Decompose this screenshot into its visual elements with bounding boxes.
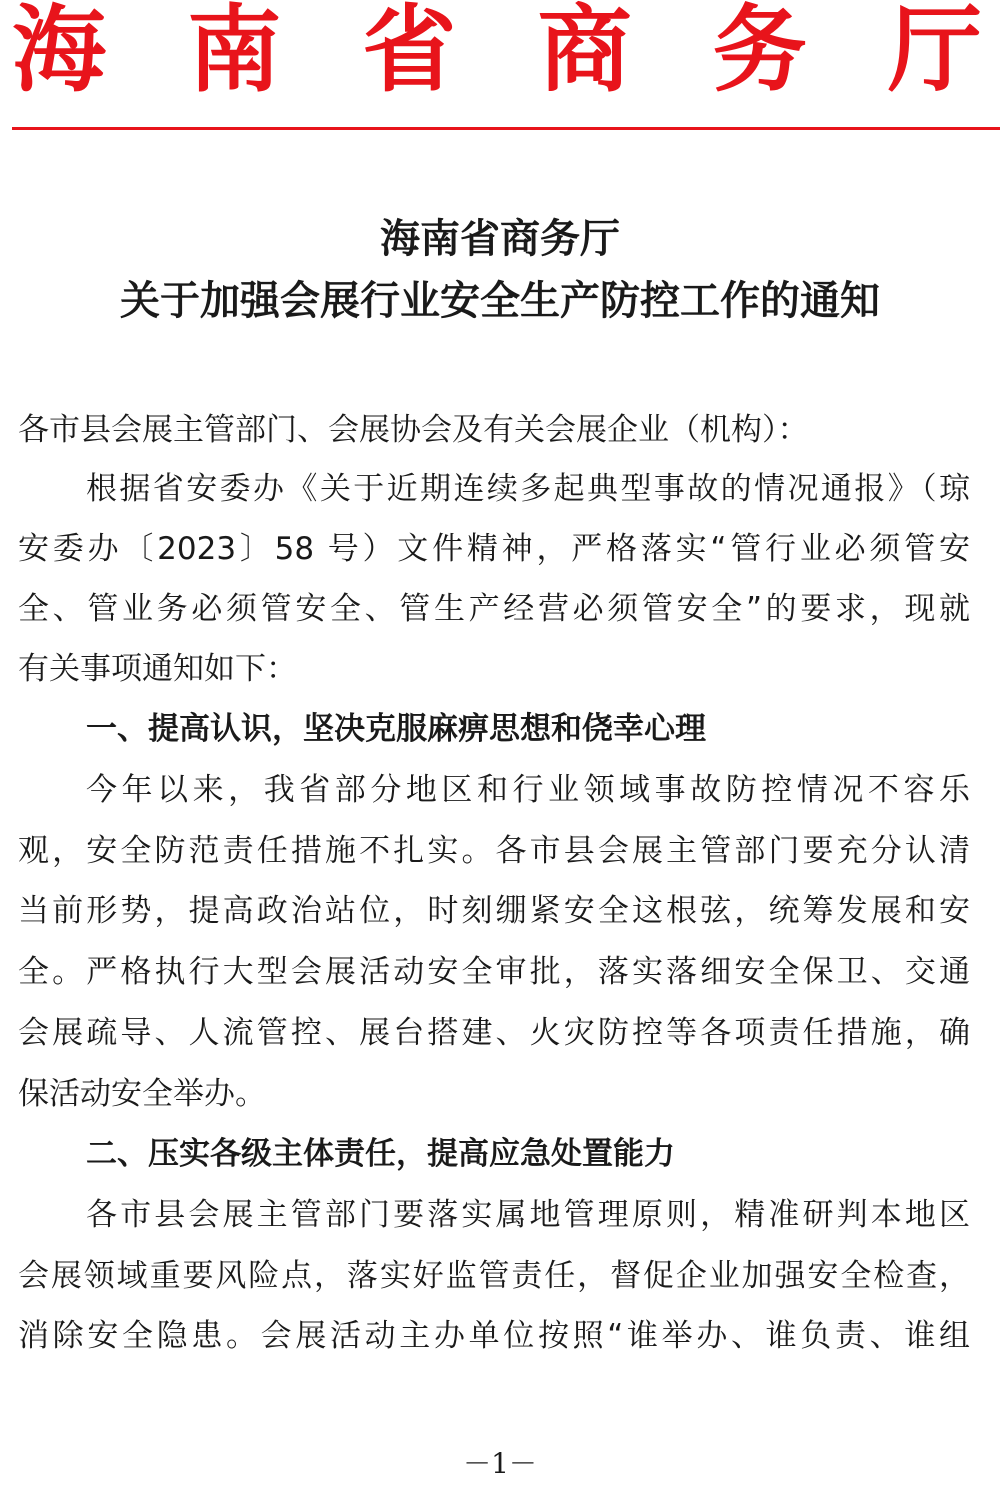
document-title-subject: 关于加强会展行业安全生产防控工作的通知 [120, 277, 880, 324]
masthead-divider [12, 127, 1000, 130]
masthead-char: 省 [362, 0, 457, 105]
paragraph-line: 会展领域重要风险点，落实好监管责任，督促企业加强安全检查， [18, 1258, 970, 1294]
masthead-char: 厅 [887, 0, 982, 105]
section-heading-2: 二、压实各级主体责任，提高应急处置能力 [86, 1136, 675, 1172]
paragraph-line: 观，安全防范责任措施不扎实。各市县会展主管部门要充分认清 [18, 833, 970, 869]
masthead-char: 海 [12, 0, 107, 105]
paragraph-line: 今年以来，我省部分地区和行业领域事故防控情况不容乐 [86, 772, 970, 808]
masthead-char: 商 [537, 0, 632, 105]
paragraph-line: 各市县会展主管部门要落实属地管理原则，精准研判本地区 [86, 1197, 970, 1233]
page-number: －1－ [463, 1447, 537, 1480]
document-title-issuer: 海南省商务厅 [380, 215, 620, 262]
paragraph-line: 当前形势，提高政治站位，时刻绷紧安全这根弦，统筹发展和安 [18, 893, 970, 929]
paragraph-line: 消除安全隐患。会展活动主办单位按照“谁举办、谁负责、谁组 [18, 1318, 970, 1354]
section-heading-1: 一、提高认识，坚决克服麻痹思想和侥幸心理 [86, 711, 706, 747]
masthead-char: 务 [712, 0, 807, 105]
paragraph-line: 全、管业务必须管安全、管生产经营必须管安全”的要求，现就 [18, 591, 970, 627]
paragraph-line: 会展疏导、人流管控、展台搭建、火灾防控等各项责任措施，确 [18, 1015, 970, 1051]
paragraph-line: 有关事项通知如下： [18, 651, 297, 687]
paragraph-line: 安委办〔2023〕58 号）文件精神，严格落实“管行业必须管安 [18, 531, 970, 567]
paragraph-line: 全。严格执行大型会展活动安全审批，落实落细安全保卫、交通 [18, 954, 970, 990]
masthead-char: 南 [187, 0, 282, 105]
salutation: 各市县会展主管部门、会展协会及有关会展企业（机构）： [18, 412, 809, 448]
paragraph-line: 保活动安全举办。 [18, 1076, 266, 1112]
paragraph-line: 根据省安委办《关于近期连续多起典型事故的情况通报》（琼 [86, 471, 970, 507]
masthead [0, 0, 1000, 105]
